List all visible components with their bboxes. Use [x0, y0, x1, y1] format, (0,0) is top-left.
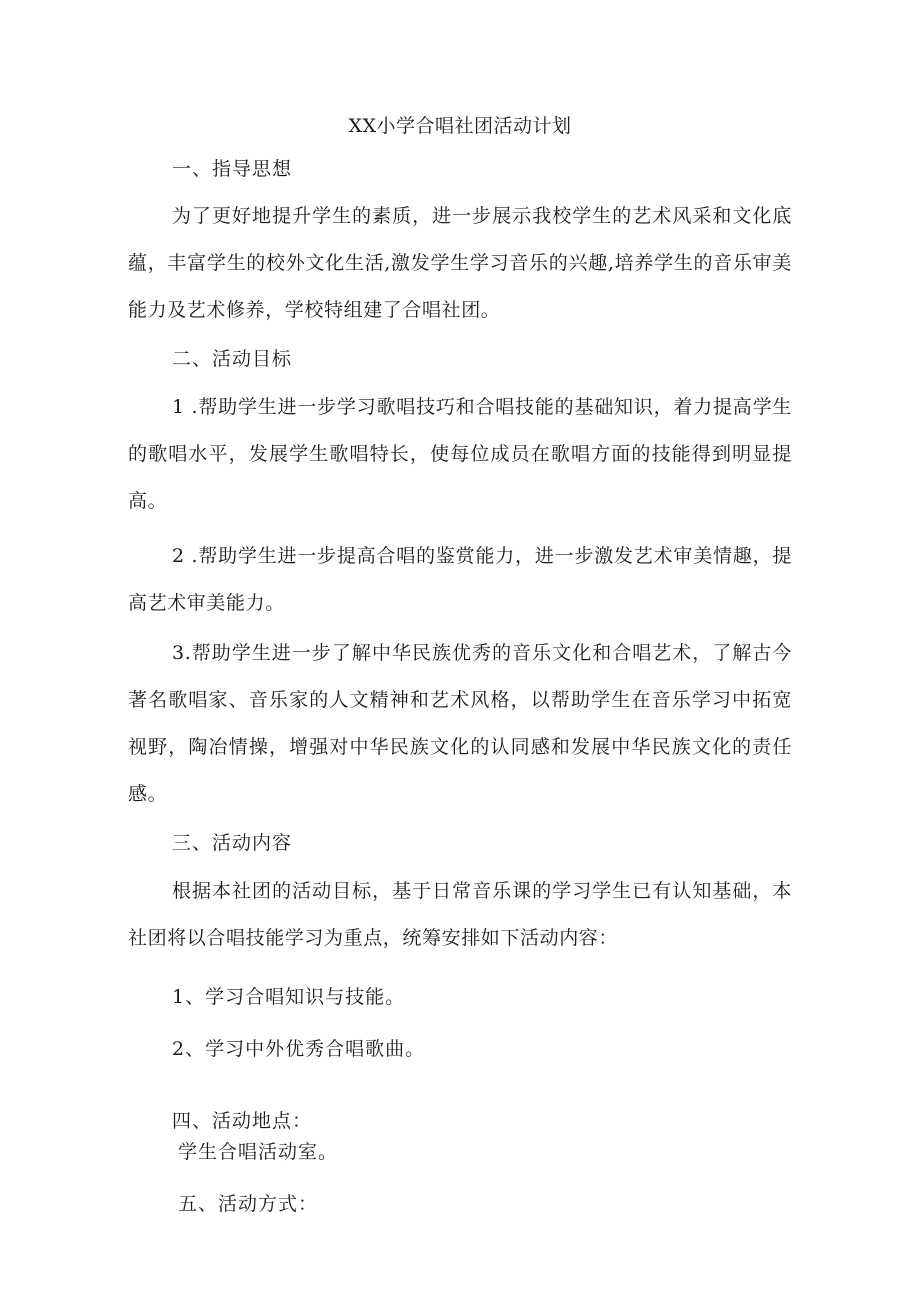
- paragraph-goal-2: 2 .帮助学生进一步提高合唱的鉴赏能力，进一步激发艺术审美情趣，提高艺术审美能力。: [128, 545, 792, 614]
- activity-location-text: 学生合唱活动室。: [178, 1141, 339, 1163]
- section-heading-activity-location: 四、活动地点：: [172, 1110, 313, 1132]
- document-title: XX小学合唱社团活动计划: [348, 115, 572, 137]
- paragraph-goal-1: 1 .帮助学生进一步学习歌唱技巧和合唱技能的基础知识，着力提高学生的歌唱水平，发展学生歌唱特长，使每位成员在歌唱方面的技能得到明显提高。: [128, 396, 792, 512]
- list-item-content-2: 2、学习中外优秀合唱歌曲。: [172, 1038, 426, 1060]
- section-heading-activity-content: 三、活动内容: [172, 832, 293, 854]
- section-heading-activity-goals: 二、活动目标: [172, 348, 293, 370]
- section-heading-activity-method: 五、活动方式：: [178, 1193, 319, 1215]
- paragraph-guiding-thought: 为了更好地提升学生的素质，进一步展示我校学生的艺术风采和文化底蕴，丰富学生的校外文化生活,激发学生学习音乐的兴趣,培养学生的音乐审美能力及艺术修养，学校特组建了合唱社团。: [128, 205, 792, 321]
- paragraph-activity-content: 根据本社团的活动目标，基于日常音乐课的学习学生已有认知基础，本社团将以合唱技能学习为重点，统筹安排如下活动内容：: [128, 880, 792, 949]
- list-item-content-1: 1、学习合唱知识与技能。: [172, 986, 406, 1008]
- section-heading-guiding-thought: 一、指导思想: [172, 158, 293, 180]
- paragraph-goal-3: 3.帮助学生进一步了解中华民族优秀的音乐文化和合唱艺术，了解古今著名歌唱家、音乐家的人文精神和艺术风格，以帮助学生在音乐学习中拓宽视野，陶冶情操，增强对中华民族文化的认同感和发展中华民族文化的责任感。: [128, 642, 792, 805]
